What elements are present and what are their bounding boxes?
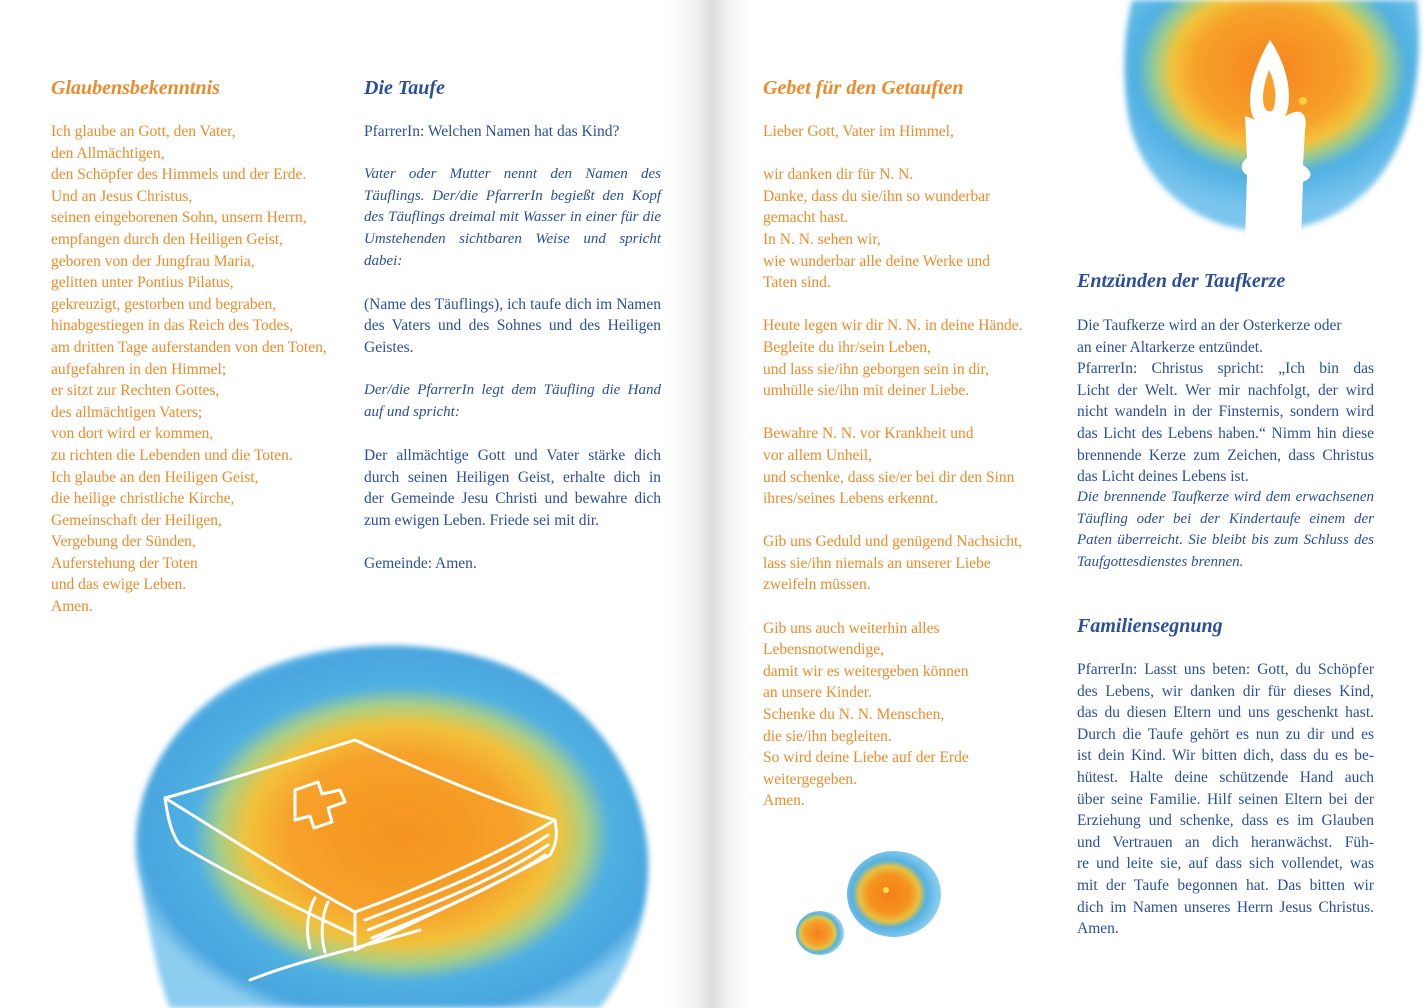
text-line: das Licht des Lebens haben.“ Nimm hin diese bbox=[1077, 424, 1374, 442]
bible-watercolor bbox=[100, 630, 660, 1008]
text-line: empfangen durch den Heiligen Geist, bbox=[51, 230, 283, 248]
text-line: Licht der Welt. Wer mir nachfolgt, der wird bbox=[1077, 381, 1374, 399]
text-line: am dritten Tage auferstanden von den Toten, bbox=[51, 338, 327, 356]
text-line: gemacht hast. bbox=[763, 209, 849, 227]
text-line: ist dein Kind. Wir bitten dich, dass du es be- bbox=[1077, 747, 1374, 765]
text-line: und das ewige Leben. bbox=[51, 576, 187, 594]
text-line: Umstehenden sichtbaren Weise und spricht dabei: bbox=[364, 230, 661, 269]
blank-line bbox=[763, 510, 1063, 532]
text-line: gelitten unter Pontius Pilatus, bbox=[51, 274, 234, 292]
text-line: Bewahre N. N. vor Krankheit und bbox=[763, 425, 974, 443]
text-line: Danke, dass du sie/ihn so wunderbar bbox=[763, 187, 991, 205]
blank-line bbox=[763, 294, 1063, 316]
text-line: das Licht deines Lebens ist. bbox=[1077, 468, 1249, 486]
text-line: Gemeinde: Amen. bbox=[364, 554, 477, 572]
text-line: Geistes. bbox=[364, 338, 414, 356]
text-line: Schenke du N. N. Menschen, bbox=[763, 706, 945, 724]
text-line: des Lebens, wir danken dir für dieses Kind, bbox=[1077, 682, 1374, 700]
text-line: Durch die Taufe gehört es nun zu dir und es bbox=[1077, 725, 1374, 743]
text-line: den Schöpfer des Himmels und der Erde. bbox=[51, 166, 307, 184]
text-line: mit der Taufe begonnen hat. Das bitten wir bbox=[1077, 876, 1374, 894]
text-line: und Vertrauen an dich heranwächst. Füh- bbox=[1077, 833, 1374, 851]
text-line: Gib uns auch weiterhin alles bbox=[763, 619, 940, 637]
text-line: Paten überreicht. Sie bleibt bis zum Schluss des bbox=[1077, 532, 1374, 549]
gebet-text bbox=[763, 121, 1063, 812]
text-line: So wird deine Liebe auf der Erde bbox=[763, 749, 969, 767]
droplet-large bbox=[844, 848, 944, 940]
text-line: Auferstehung der Toten bbox=[51, 554, 198, 572]
blank-line bbox=[763, 596, 1063, 618]
text-line: Die brennende Taufkerze wird dem erwachsenen bbox=[1077, 489, 1374, 505]
text-line: re und leite sie, auf dass sich vollendet, was bbox=[1077, 855, 1374, 873]
text-line: von dort wird er kommen, bbox=[51, 425, 214, 443]
text-line: Der/die PfarrerIn legt dem Täufling die Hand bbox=[364, 382, 661, 399]
text-line: und schenke, dass sie/er bei dir den Sinn bbox=[763, 468, 1015, 486]
text-line: er sitzt zur Rechten Gottes, bbox=[51, 382, 220, 400]
text-line: lass sie/ihn niemals an unserer Liebe bbox=[763, 554, 991, 572]
text-line: durch seinen Heiligen Geist, erhalte dich in bbox=[364, 468, 661, 486]
text-line: zum ewigen Leben. Friede sei mit dir. bbox=[364, 511, 600, 529]
text-line: Taten sind. bbox=[763, 274, 831, 292]
text-line: ihres/seines Lebens erkennt. bbox=[763, 490, 939, 508]
text-line: (Name des Täuflings), ich taufe dich im Namen bbox=[364, 295, 661, 313]
taufe-text bbox=[364, 121, 661, 574]
text-line: Ich glaube an Gott, den Vater, bbox=[51, 123, 236, 140]
text-line: Vater oder Mutter nennt den Namen des bbox=[364, 166, 661, 183]
text-line: Der allmächtige Gott und Vater stärke dich bbox=[364, 446, 661, 464]
text-line: Amen. bbox=[1077, 920, 1119, 938]
text-line: die heilige christliche Kirche, bbox=[51, 490, 235, 508]
text-line: Gemeinschaft der Heiligen, bbox=[51, 511, 222, 529]
blank-line bbox=[763, 402, 1063, 424]
text-line: über seine Familie. Hilf seinen Eltern bei der bbox=[1077, 790, 1374, 808]
text-line: hütest. Halte deine schützende Hand auch bbox=[1077, 768, 1374, 786]
text-line: den Allmächtigen, bbox=[51, 144, 165, 162]
text-line: Täufling oder bei der Kindertaufe einem der bbox=[1077, 510, 1374, 527]
candle-watercolor bbox=[1117, 0, 1424, 240]
text-line: Vergebung der Sünden, bbox=[51, 533, 196, 551]
text-line: Gib uns Geduld und genügend Nachsicht, bbox=[763, 533, 1023, 551]
text-line: gekreuzigt, gestorben und begraben, bbox=[51, 295, 277, 313]
text-line: das du diesen Eltern und uns geschenkt hast. bbox=[1077, 704, 1374, 722]
blank-line bbox=[364, 359, 661, 381]
text-line: Begleite du ihr/sein Leben, bbox=[763, 338, 931, 356]
text-line: Täuflings. Der/die PfarrerIn begießt den Kopf bbox=[364, 187, 661, 204]
text-line: aufgefahren in den Himmel; bbox=[51, 360, 227, 378]
text-line: nicht wandeln in der Finsternis, sondern wird bbox=[1077, 403, 1374, 421]
text-line: des allmächtigen Vaters; bbox=[51, 403, 203, 421]
text-line: Taufgottesdienstes brennen. bbox=[1077, 553, 1244, 570]
right-page bbox=[712, 0, 1424, 1008]
text-line: PfarrerIn: Christus spricht: „Ich bin das bbox=[1077, 360, 1374, 378]
text-line: Erziehung und schenke, dass es im Glauben bbox=[1077, 812, 1374, 830]
text-line: PfarrerIn: Lasst uns beten: Gott, du Schöpfer bbox=[1077, 661, 1374, 678]
text-line: dich im Namen unseres Herrn Jesus Christus. bbox=[1077, 898, 1374, 916]
text-line: Amen. bbox=[51, 598, 93, 616]
text-line: und lass sie/ihn geborgen sein in dir, bbox=[763, 360, 989, 378]
familiensegnung-text bbox=[1077, 659, 1374, 940]
text-line: brennende Kerze zum Zeichen, dass Christus bbox=[1077, 446, 1374, 464]
blank-line bbox=[763, 143, 1063, 165]
text-line: Lebensnotwendige, bbox=[763, 641, 884, 659]
droplet-small bbox=[795, 910, 845, 956]
text-line: geboren von der Jungfrau Maria, bbox=[51, 252, 255, 270]
text-line: Amen. bbox=[763, 792, 805, 810]
text-line: Heute legen wir dir N. N. in deine Hände. bbox=[763, 317, 1023, 335]
text-line: seinen eingeborenen Sohn, unsern Herrn, bbox=[51, 209, 307, 227]
blank-line bbox=[364, 272, 661, 294]
text-line: wir danken dir für N. N. bbox=[763, 166, 914, 184]
text-line: des Täuflings dreimal mit Wasser in einer für die bbox=[364, 209, 661, 226]
taufe-title: Die Taufe bbox=[364, 77, 445, 99]
blank-line bbox=[364, 531, 661, 553]
text-line: Lieber Gott, Vater im Himmel, bbox=[763, 123, 954, 140]
text-line: umhülle sie/ihn mit deiner Liebe. bbox=[763, 382, 970, 400]
text-line: an unsere Kinder. bbox=[763, 684, 872, 702]
page-gutter-left bbox=[666, 0, 712, 1008]
text-line: damit wir es weitergeben können bbox=[763, 662, 969, 680]
glaubensbekenntnis-title: Glaubensbekenntnis bbox=[51, 77, 220, 99]
text-line: Und an Jesus Christus, bbox=[51, 187, 193, 205]
familiensegnung-title: Familiensegnung bbox=[1077, 615, 1223, 637]
text-line: Ich glaube an den Heiligen Geist, bbox=[51, 468, 259, 486]
text-line: hinabgestiegen in das Reich des Todes, bbox=[51, 317, 294, 335]
text-line: weitergegeben. bbox=[763, 770, 857, 788]
text-line: des Vaters und des Sohnes und des Heiligen bbox=[364, 317, 661, 335]
text-line: vor allem Unheil, bbox=[763, 446, 872, 464]
text-line: wie wunderbar alle deine Werke und bbox=[763, 252, 990, 270]
text-line: die sie/ihn begleiten. bbox=[763, 727, 892, 745]
text-line: Die Taufkerze wird an der Osterkerze oder bbox=[1077, 317, 1342, 334]
text-line: der Gemeinde Jesu Christi und bewahre dich bbox=[364, 490, 661, 508]
taufkerze-instruction bbox=[1077, 487, 1374, 573]
blank-line bbox=[364, 143, 661, 165]
page-gutter-right bbox=[712, 0, 748, 1008]
text-line: zu richten die Lebenden und die Toten. bbox=[51, 446, 293, 464]
taufkerze-title: Entzünden der Taufkerze bbox=[1077, 270, 1286, 292]
text-line: auf und spricht: bbox=[364, 403, 460, 420]
gebet-title: Gebet für den Getauften bbox=[763, 77, 964, 99]
text-line: an einer Altarkerze entzündet. bbox=[1077, 338, 1263, 356]
taufkerze-text bbox=[1077, 315, 1374, 488]
text-line: PfarrerIn: Welchen Namen hat das Kind? bbox=[364, 123, 620, 140]
text-line: zweifeln müssen. bbox=[763, 576, 871, 594]
glaubensbekenntnis-text bbox=[51, 121, 351, 618]
blank-line bbox=[364, 423, 661, 445]
text-line: In N. N. sehen wir, bbox=[763, 230, 881, 248]
